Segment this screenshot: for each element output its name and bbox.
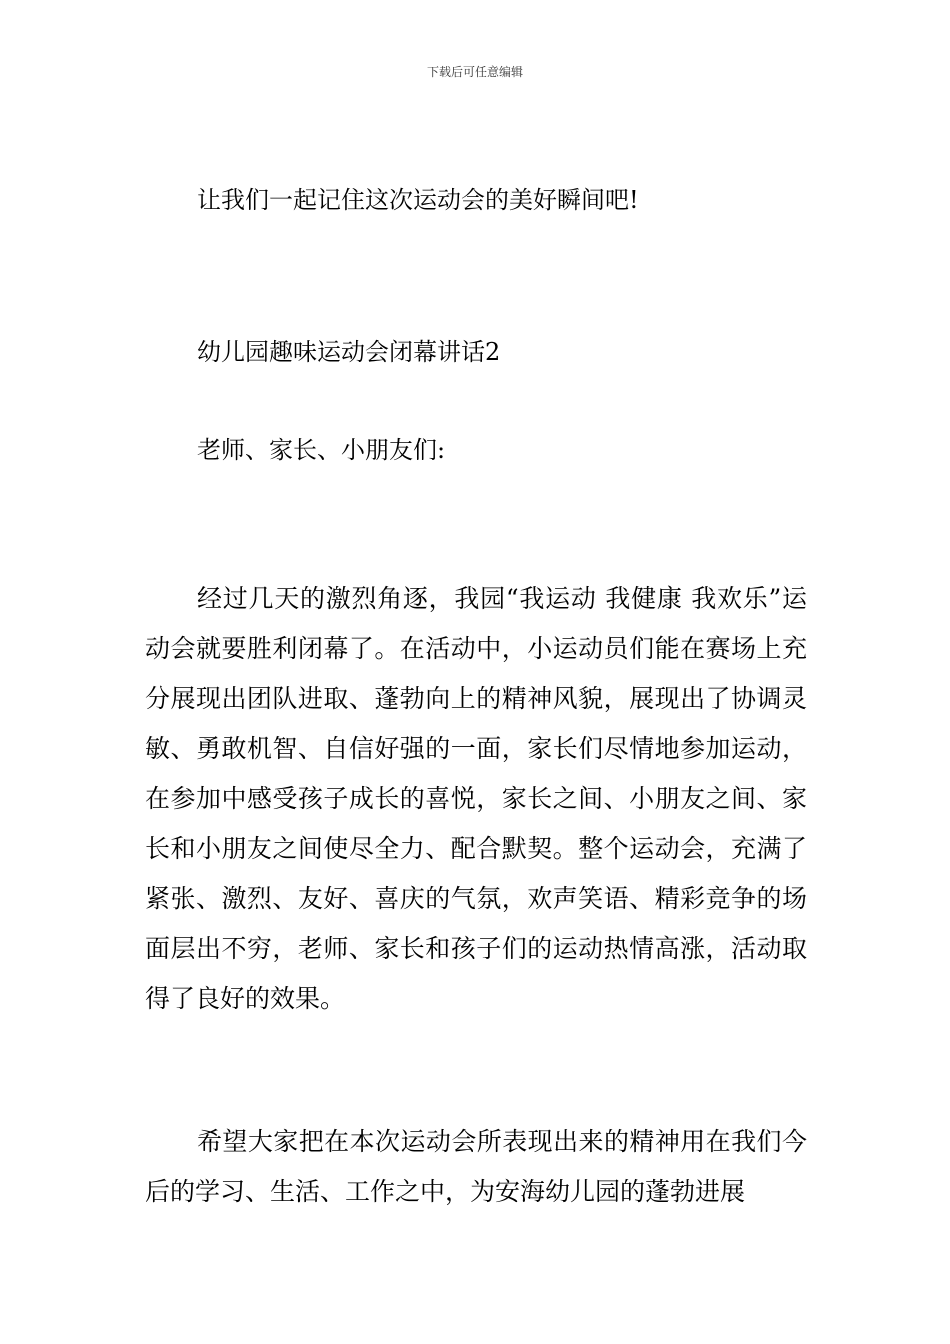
body-paragraph-2: 希望大家把在本次运动会所表现出来的精神用在我们今后的学习、生活、工作之中，为安海幼儿园的蓬勃进展 bbox=[145, 1127, 807, 1206]
closing-line: 让我们一起记住这次运动会的美好瞬间吧! bbox=[197, 186, 639, 214]
salutation: 老师、家长、小朋友们: bbox=[197, 436, 446, 464]
document-title: 幼儿园趣味运动会闭幕讲话2 bbox=[197, 338, 501, 366]
page-header-note: 下载后可任意编辑 bbox=[426, 65, 523, 79]
body-paragraph-1: 经过几天的激烈角逐，我园“我运动 我健康 我欢乐”运动会就要胜利闭幕了。在活动中，小运动员们能在赛场上充分展现出团队进取、蓬勃向上的精神风貌，展现出了协调灵敏、勇敢机智、自信好强的一面，家长们尽情地参加运动，在参加中感受孩子成长的喜悦，家长之间、小朋友之间、家长和小朋友之间使尽全力、配合默契。整个运动会，充满了紧张、激烈、友好、喜庆的气氛，欢声笑语、精彩竞争的场面层出不穷，老师、家长和孩子们的运动热情高涨，活动取得了良好的效果。 bbox=[145, 584, 807, 1013]
